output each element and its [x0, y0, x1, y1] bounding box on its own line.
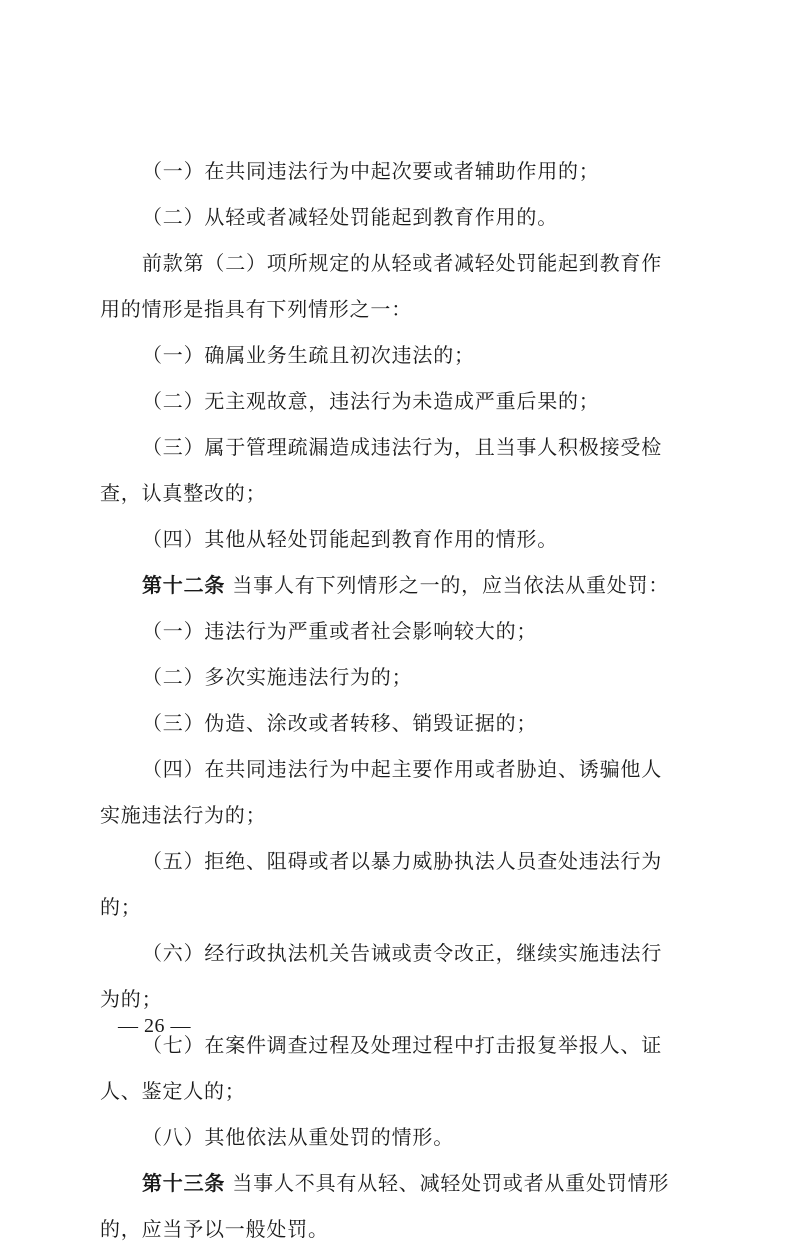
body-line: （二）从轻或者减轻处罚能起到教育作用的。 — [142, 205, 558, 229]
body-line: （一）违法行为严重或者社会影响较大的； — [142, 619, 538, 643]
article-12-heading: 第十二条 — [142, 573, 226, 597]
page-number: — 26 — — [118, 1015, 191, 1037]
body-line: （四）在共同违法行为中起主要作用或者胁迫、诱骗他人 — [142, 757, 662, 781]
body-line: 的，应当予以一般处罚。 — [100, 1217, 329, 1241]
article-13-heading: 第十三条 — [142, 1171, 226, 1195]
body-line: （一）确属业务生疏且初次违法的； — [142, 343, 475, 367]
body-line: 实施违法行为的； — [100, 803, 267, 827]
body-line: （一）在共同违法行为中起次要或者辅助作用的； — [142, 159, 600, 183]
body-line: （三）属于管理疏漏造成违法行为，且当事人积极接受检 — [142, 435, 662, 459]
article-13-text: 当事人不具有从轻、减轻处罚或者从重处罚情形 — [232, 1171, 670, 1195]
body-line: （八）其他依法从重处罚的情形。 — [142, 1125, 454, 1149]
body-line: （二）多次实施违法行为的； — [142, 665, 413, 689]
body-line: （七）在案件调查过程及处理过程中打击报复举报人、证 — [142, 1033, 662, 1057]
body-line: 用的情形是指具有下列情形之一： — [100, 297, 412, 321]
document-body — [100, 148, 680, 1252]
article-12-line — [100, 562, 680, 608]
body-line: （三）伪造、涂改或者转移、销毁证据的； — [142, 711, 538, 735]
body-line: 为的； — [100, 987, 163, 1011]
body-line: （六）经行政执法机关告诫或责令改正，继续实施违法行 — [142, 941, 662, 965]
body-line: 人、鉴定人的； — [100, 1079, 246, 1103]
body-line: （二）无主观故意，违法行为未造成严重后果的； — [142, 389, 600, 413]
body-line: （四）其他从轻处罚能起到教育作用的情形。 — [142, 527, 558, 551]
body-line: 的； — [100, 895, 142, 919]
article-13-line — [100, 1160, 680, 1206]
body-line: 前款第（二）项所规定的从轻或者减轻处罚能起到教育作 — [142, 251, 662, 275]
body-line: （五）拒绝、阻碍或者以暴力威胁执法人员查处违法行为 — [142, 849, 662, 873]
article-12-text: 当事人有下列情形之一的，应当依法从重处罚： — [232, 573, 670, 597]
body-line: 查，认真整改的； — [100, 481, 267, 505]
